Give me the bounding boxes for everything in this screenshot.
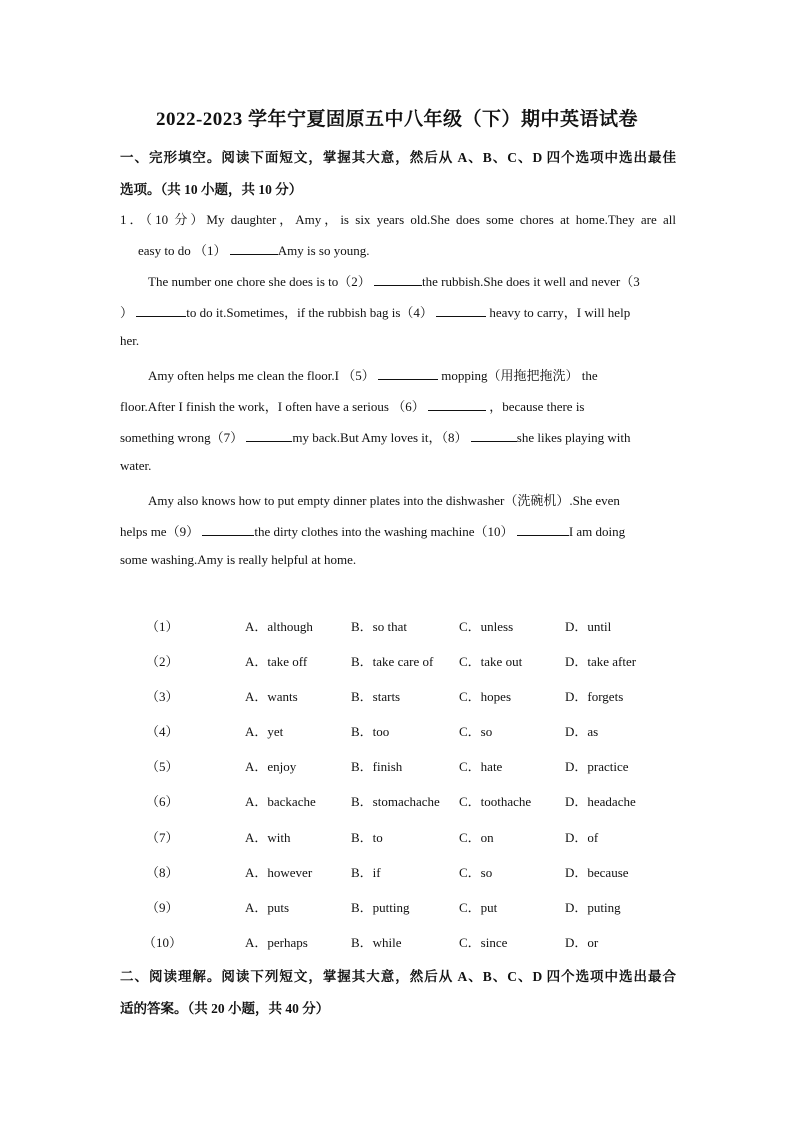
option-a[interactable]: A．take off [245, 654, 308, 669]
option-d[interactable]: D．headache [565, 794, 636, 809]
option-d[interactable]: D．of [565, 830, 599, 845]
option-a[interactable]: A．although [245, 619, 313, 634]
option-c[interactable]: C．take out [459, 654, 523, 669]
option-d[interactable]: D．take after [565, 654, 637, 669]
option-d[interactable]: D．forgets [565, 689, 624, 704]
blank-9 [202, 523, 254, 536]
option-number: （6） [146, 794, 179, 809]
option-b[interactable]: B．so that [351, 619, 407, 634]
blank-3 [136, 304, 186, 317]
option-number: （4） [146, 724, 179, 739]
option-row [0, 897, 794, 917]
option-a[interactable]: A．perhaps [245, 935, 308, 950]
option-c[interactable]: C．toothache [459, 794, 532, 809]
blank-1 [230, 242, 278, 255]
option-row [0, 756, 794, 776]
option-d[interactable]: D．until [565, 619, 612, 634]
option-row [0, 791, 794, 811]
option-d[interactable]: D．practice [565, 759, 629, 774]
section-2-heading: 二、阅读理解。阅读下列短文，掌握其大意，然后从 A、B、C、D 四个选项中选出最合 [120, 969, 676, 984]
option-number: （3） [146, 689, 179, 704]
option-number: （7） [146, 830, 179, 845]
option-b[interactable]: B．finish [351, 759, 403, 774]
option-d[interactable]: D．because [565, 865, 629, 880]
section-1-heading-cont: 选项。（共 10 小题，共 10 分） [120, 182, 303, 197]
option-c[interactable]: C．hopes [459, 689, 512, 704]
option-number: （1） [146, 619, 179, 634]
option-b[interactable]: B．too [351, 724, 390, 739]
passage-line: Amy also knows how to put empty dinner plates into the dishwasher（洗碗机）.She even [148, 493, 620, 508]
passage-line: her. [120, 333, 140, 348]
option-c[interactable]: C．put [459, 900, 498, 915]
passage-line: easy to do （1） Amy is so young. [138, 243, 370, 258]
option-c[interactable]: C．on [459, 830, 494, 845]
passage-line: Amy often helps me clean the floor.I （5） mopping（用拖把拖洗） the [148, 368, 598, 383]
option-b[interactable]: B．while [351, 935, 402, 950]
option-d[interactable]: D．as [565, 724, 599, 739]
blank-7 [246, 429, 292, 442]
blank-8 [471, 429, 517, 442]
section-1-heading: 一、完形填空。阅读下面短文，掌握其大意，然后从 A、B、C、D 四个选项中选出最佳 [120, 150, 676, 165]
passage-line: something wrong（7） my back.But Amy loves it，（8） she likes playing with [120, 430, 631, 445]
option-a[interactable]: A．with [245, 830, 291, 845]
option-b[interactable]: B．take care of [351, 654, 434, 669]
option-b[interactable]: B．to [351, 830, 383, 845]
option-number: （8） [146, 865, 179, 880]
option-row [0, 616, 794, 636]
option-a[interactable]: A．puts [245, 900, 290, 915]
option-c[interactable]: C．unless [459, 619, 514, 634]
option-row [0, 651, 794, 671]
option-d[interactable]: D．puting [565, 900, 621, 915]
option-a[interactable]: A．backache [245, 794, 316, 809]
option-c[interactable]: C．since [459, 935, 508, 950]
blank-10 [517, 523, 569, 536]
option-number: （5） [146, 759, 179, 774]
option-c[interactable]: C．so [459, 865, 493, 880]
option-row [0, 686, 794, 706]
option-row [0, 721, 794, 741]
passage-line: floor.After I finish the work，I often have a serious （6） ，because there is [120, 399, 585, 414]
option-number: （10） [143, 935, 183, 950]
option-d[interactable]: D．or [565, 935, 599, 950]
option-row [0, 932, 794, 952]
option-number: （9） [146, 900, 179, 915]
option-row [0, 827, 794, 847]
option-a[interactable]: A．yet [245, 724, 284, 739]
page-title: 2022-2023 学年宁夏固原五中八年级（下）期中英语试卷 [155, 109, 639, 130]
blank-4 [436, 304, 486, 317]
question-1-label: 1．（10 分）My daughter，Amy，is six years old.She does some chores at home.They are all [120, 212, 676, 227]
section-2-heading-cont: 适的答案。（共 20 小题，共 40 分） [120, 1001, 330, 1016]
option-a[interactable]: A．wants [245, 689, 298, 704]
option-a[interactable]: A．however [245, 865, 313, 880]
option-c[interactable]: C．hate [459, 759, 503, 774]
passage-line: helps me（9） the dirty clothes into the washing machine（10） I am doing [120, 524, 626, 539]
option-b[interactable]: B．if [351, 865, 381, 880]
option-number: （2） [146, 654, 179, 669]
passage-line: water. [120, 458, 152, 473]
blank-6 [428, 398, 486, 411]
passage-line: ） to do it.Sometimes，if the rubbish bag is（4） heavy to carry，I will help [120, 305, 631, 320]
option-row [0, 862, 794, 882]
option-a[interactable]: A．enjoy [245, 759, 297, 774]
passage-line: some washing.Amy is really helpful at home. [120, 552, 357, 567]
option-b[interactable]: B．stomachache [351, 794, 440, 809]
blank-5 [378, 367, 438, 380]
passage-line: The number one chore she does is to（2） the rubbish.She does it well and never（3 [148, 274, 640, 289]
option-b[interactable]: B．starts [351, 689, 401, 704]
option-c[interactable]: C．so [459, 724, 493, 739]
blank-2 [374, 273, 422, 286]
option-b[interactable]: B．putting [351, 900, 410, 915]
